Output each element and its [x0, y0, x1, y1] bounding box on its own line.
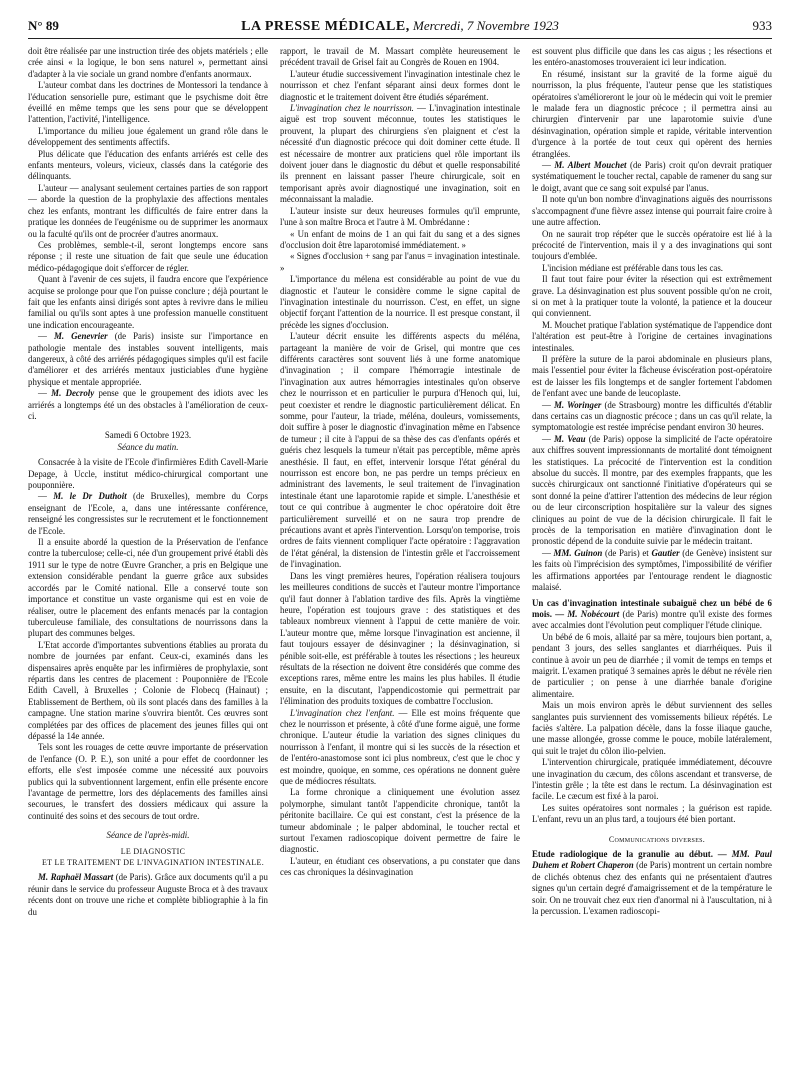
paragraph: — M. Veau (de Paris) oppose la simplicité de l'acte opératoire aux chiffres souvent impressionnants de mortalité dont témoignent les statistiques. La précocité de l'intervention est la condition absolue du succès. Il montre, par des exemples frappants, que les succès chirurgicaux ont sanctionné l'initiative d'opérateurs qui se sont donné la peine d'attirer l'attention des médecins de leur région ou de leur circonscription hospitalière sur la valeur des signes cliniques au point de vue de la décision chirurgicale. Il fait le procès de la temporisation en matière d'invagination dont le pronostic dépend de la conduite suivie par le médecin traitant.	[532, 433, 772, 547]
paragraph: L'auteur décrit ensuite les différents aspects du méléna, partageant la manière de voir de Grisel, qui montre que ces différents caractères sont souvent liés à une forme anatomique d'invagination ; il compare l'hémorragie intestinale de l'invagination aux autres hémorragies intestinales qu'on observe chez le nourrisson et en particulier le purpura d'Henoch qui, lui, peut coexister et rendre le diagnostic particulièrement délicat. En somme, pour l'auteur, la triade, méléna, douleurs, vomissements, doit suffire à poser le diagnostic d'invagination même en l'absence de tumeur ; il cite à l'appui de sa thèse des cas d'enfants opérés et guéris chez lesquels la tumeur n'était pas perceptible, même après anesthésie. Il faut, en effet, intervenir lorsque l'état général du nourrisson est encore bon, ne pas perdre un temps précieux en administrant des lavements, le seul traitement de l'invagination intestinale étant une laparotomie rapide et simple. L'anesthésie et tout ce qui contribue à augmenter le choc opératoire doit être particulièrement surveillé et on ne saura trop prendre de précautions avant et après l'intervention. Lorsqu'on temporise, trois ordres de faits viennent compliquer l'acte opératoire : l'aggravation de l'état général, la distension de l'intestin grêle et l'accroissement de l'invagination.	[280, 331, 520, 570]
paragraph: L'auteur étudie successivement l'invagination intestinale chez le nourrisson et chez l'enfant séparant ainsi deux formes dont le diagnostic et le traitement doivent être étudiés séparément.	[280, 68, 520, 102]
paragraph: Il note qu'un bon nombre d'invaginations aiguës des nourrissons s'accompagnent d'une fièvre assez intense qui pourrait faire croire à une autre affection.	[532, 194, 772, 228]
speaker-name: M. Albert Mouchet	[554, 160, 627, 171]
paragraph: L'auteur — analysant seulement certaines parties de son rapport — aborde la question de la prophylaxie des affections mentales chez les enfants, montrant les difficultés de faire entrer dans la pratique les données de l'eugénisme ou de supprimer les anormaux ou la faculté qu'ils ont de procréer d'autres anormaux.	[28, 182, 268, 239]
speaker-name: M. le Dr Duthoit	[53, 491, 127, 502]
paragraph-text: (de Paris). Grâce aux documents qu'il a pu réunir dans le service du professeur Auguste Broca et à des travaux récents dont on trouve une riche et complète bibliographie à la fin du	[28, 872, 268, 917]
paragraph: doit être réalisée par une instruction tirée des objets matériels ; elle crée ainsi « la logique, le bon sens naturel », permettant ainsi d'adapter à la vie sociale un grand nombre d'enfants anormaux.	[28, 46, 268, 79]
paragraph: — M. Woringer (de Strasbourg) montre les difficultés d'établir dans certains cas un diagnostic précoce ; dans un cas qu'il relate, la symptomatologie est restée imprécise pendant environ 30 heures.	[532, 399, 772, 433]
speaker-name: M. Veau	[554, 433, 586, 444]
paragraph-text: (de Paris) insiste sur l'importance en pathologie mentale des instables souvent intelligents, mais dangereux, à côté des arriérés pédagogiques simples qu'il est facile d'améliorer et des arriérés mentaux justiciables d'une hygiène physique et mentale appropriée.	[28, 331, 268, 387]
paragraph-text: pense que le groupement des idiots avec les arriérés a longtemps été un des obstacles à l'amélioration de ceux-ci.	[28, 388, 268, 421]
paragraph: — M. le Dr Duthoit (de Bruxelles), membre du Corps enseignant de l'Ecole, a, dans une intéressante conférence, renseigné les congressistes sur le recrutement et le fonctionnement de l'Ecole.	[28, 491, 268, 536]
section-date: Samedi 6 Octobre 1923.	[104, 430, 192, 441]
paragraph-text: (de Paris) oppose la simplicité de l'acte opératoire aux chiffres souvent impressionnants de mortalité dont témoignent les statistiques. La précocité de l'intervention est la condition absolue du succès. Il montre, par des exemples frappants, que les succès chirurgicaux ont sanctionné l'initiative d'opérateurs qui se sont donné la peine d'attirer l'attention des médecins de leur région ou de leur circonscription hospitalière sur la valeur des signes cliniques au point de vue de la décision chirurgicale. Il fait le procès de la temporisation en matière d'invagination dont le pronostic dépend de la conduite suivie par le médecin traitant.	[532, 433, 772, 547]
paragraph: On ne saurait trop répéter que le succès opératoire est lié à la précocité de l'intervention, mais il y a des invaginations qui sont toujours d'emblée.	[532, 228, 772, 262]
paragraph: L'importance du milieu joue également un grand rôle dans le développement des sentiments affectifs.	[28, 125, 268, 148]
paragraph-text: (de Paris) et	[602, 547, 652, 558]
article-columns	[28, 46, 772, 1076]
paragraph-text: (de Paris) montrent un certain nombre de clichés obtenus chez des enfants qui ne présentaient d'autres signes qu'un certain degré d'amaigrissement et de la température le soir. On ne trouvait chez eux rien d'anormal ni à l'auscultation, ni à la percussion. L'examen radioscopi-	[532, 860, 772, 917]
paragraph: L'importance du mélena est considérable au point de vue du diagnostic et l'auteur le considère comme le signe capital de l'invagination intestinale du nourrisson. C'est, en effet, un signe objectif forçant l'attention de la nourrice. Il est presque constant, il précède les signes d'occlusion.	[280, 274, 520, 330]
paragraph: Quant à l'avenir de ces sujets, il faudra encore que l'expérience acquise se prolonge pour que l'on puisse conclure ; déjà pourtant le fait que les enfants ainsi dirigés sont aptes à revivre dans le milieu familial ou qu'ils sont aptes à une profession manuelle constituent une indication encourageante.	[28, 274, 268, 330]
speaker-name: MM. Guinon	[553, 547, 603, 558]
speaker-name: M. Genevrier	[53, 331, 108, 342]
paragraph: L'auteur, en étudiant ces observations, a pu constater que dans ces cas chroniques la désinvagination	[280, 855, 520, 878]
paragraph-text: — Elle est moins fréquente que chez le nourrisson et présente, à côté d'une forme aiguë, une forme chronique. L'auteur étudie la variation des signes cliniques du nourrisson à l'enfant, il montre qui si les succès de la résection et de l'entéro-anastomose sont ici plus nombreux, c'est que le choc y est moindre, quoique, en somme, ces opérations ne donnent guère que de médiocres résultats.	[280, 707, 520, 786]
paragraph	[280, 103, 520, 206]
paragraph-text: (de Genève) insistent sur les faits où l'imprécision des symptômes, l'impossibilité de vérifier les affirmations apportées par l'entourage rendent le diagnostic malaisé.	[532, 547, 772, 593]
session-heading: Séance de l'après-midi.	[106, 830, 190, 841]
paragraph: L'Etat accorde d'importantes subventions établies au prorata du nombre de journées par enfant. Ceux-ci, examinés dans les dispensaires après enquête par les infirmières de prophylaxie, sont répartis dans les centres de placement : Pouponnière de l'Ecole Edith Cavell, à Bruxelles ; Colonie de Flobecq (Hainaut) ; Etablissement de Berthem, où ils sont placés dans des familles à la campagne. Une station marine s'ouvrira bientôt. Ces œuvres sont complétées par des offices de placement des jeunes filles qui ont dépassé la 14e année.	[28, 639, 268, 741]
paragraph: Mais un mois environ après le début surviennent des selles sanglantes puis surviennent des vomissements bilieux répétés. Le faciès s'altère. La palpation décèle, dans la fosse iliaque gauche, une masse allongée, grosse comme le pouce, mobile latéralement, qui suit le trajet du côlon ilio-pelvien.	[532, 700, 772, 756]
paragraph	[28, 872, 268, 918]
column-2	[280, 46, 520, 1076]
paragraph: L'intervention chirurgicale, pratiquée immédiatement, découvre une invagination du cæcum, des côlons ascendant et transverse, de l'intestin grêle ; la tête est dans le rectum. La désinvagination est facile. Le cæcum est fixé à la paroi.	[532, 757, 772, 802]
topic-subheading: ET LE TRAITEMENT DE L'INVAGINATION INTESTINALE.	[41, 858, 265, 868]
speaker-name: M. Woringer	[553, 399, 602, 410]
paragraph: Il préfère la suture de la paroi abdominale en plusieurs plans, mais l'essentiel pour éviter la fâcheuse éviscération post-opératoire est de laisser les fils longtemps et de sangler fortement l'abdomen de l'enfant avec une bande de leucoplaste.	[532, 353, 772, 399]
paragraph: En résumé, insistant sur la gravité de la forme aiguë du nourrisson, la plus fréquente, l'auteur pense que les statistiques opératoires s'amélioreront le jour où le médecin qui voit le premier le malade fera un diagnostic précoce ; il permettra ainsi au chirurgien d'intervenir par une laparotomie suivie d'une désinvagination, opération simple et rapide, véritable intervention d'urgence à la portée de tout ceux qui opèrent des hernies étranglées.	[532, 68, 772, 159]
speaker-name: M. Decroly	[51, 388, 95, 399]
paragraph: La forme chronique a cliniquement une évolution assez polymorphe, simulant tantôt l'appendicite chronique, tantôt la péritonite bacillaire. Ce qui est constant, c'est la présence de la tumeur abdominale ; le palper abdominal, le toucher rectal et surtout l'examen radioscopique doivent permettre de faire le diagnostic.	[280, 787, 520, 855]
speaker-name: M. Raphaël Massart	[38, 872, 114, 883]
speaker-name: — MM. Paul Duhem et Robert Chaperon	[532, 849, 772, 871]
page-number: N° 89	[28, 18, 59, 33]
paragraph	[532, 849, 772, 917]
section-heading: Communications diverses.	[608, 834, 706, 844]
paragraph-text: (de Strasbourg) montre les difficultés d'établir dans certains cas un diagnostic précoce ; dans un cas qu'il relate, la symptomatologie est restée imprécise pendant environ 30 heures.	[532, 399, 772, 433]
paragraph-text: (de Paris) montre qu'il existe des formes avec accalmies dont l'évolution peut compliquer l'étude clinique.	[532, 608, 772, 631]
paragraph: Il faut tout faire pour éviter la résection qui est extrêmement grave. La désinvagination est plus souvent possible qu'on ne croit, si on met à la pratiquer toute la volonté, la patience et la douceur qui conviennent.	[532, 274, 772, 319]
paragraph: Consacrée à la visite de l'Ecole d'infirmières Edith Cavell-Marie Depage, à Uccle, institut médico-chirurgical comportant une pouponnière.	[28, 457, 268, 491]
paragraph: Ces problèmes, semble-t-il, seront longtemps encore sans réponse ; il reste une situation de fait que seule une éducation médico-pédagogique doit s'efforcer de régler.	[28, 239, 268, 273]
folio: 933	[752, 18, 772, 33]
paragraph: L'auteur combat dans les doctrines de Montessori la tendance à l'éducation sensorielle pure, estimant que le psychisme doit être éveillé en même temps que les sens pour que se développent l'attention, l'activité, l'intelligence.	[28, 80, 268, 125]
journal-name: LA PRESSE MÉDICALE,	[241, 19, 410, 34]
paragraph: M. Mouchet pratique l'ablation systématique de l'appendice dont l'altération est peut-être à l'origine de certaines invaginations intestinales.	[532, 319, 772, 353]
communication-title: Etude radiologique de la granulie au début.	[532, 849, 713, 860]
paragraph: L'incision médiane est préférable dans tous les cas.	[542, 262, 724, 273]
running-title	[28, 18, 772, 35]
subsection-title: L'invagination chez l'enfant.	[290, 707, 395, 718]
paragraph	[532, 598, 772, 632]
speaker-name: Gautier	[651, 547, 680, 558]
paragraph: L'auteur insiste sur deux heureuses formules qu'il emprunte, l'une à son maître Broca et l'autre à M. Ombrédanne :	[280, 205, 520, 228]
issue-date: Mercredi, 7 Novembre 1923	[412, 18, 559, 33]
communication-title: Un cas d'invagination intestinale subaiguë chez un bébé de 6 mois.	[532, 597, 772, 619]
paragraph: Les suites opératoires sont normales ; la guérison est rapide. L'enfant, revu un an plus tard, a toujours été bien portant.	[532, 802, 772, 825]
column-3	[532, 46, 772, 1076]
quote: « Un enfant de moins de 1 an qui fait du sang et a des signes d'occlusion doit être laparotomisé immédiatement. »	[280, 228, 520, 250]
paragraph: — M. Albert Mouchet (de Paris) croit qu'on devrait pratiquer systématiquement le toucher rectal, capable de ramener du sang sur le doigt, avant que ce sang soit expulsé par l'anus.	[532, 160, 772, 193]
paragraph: Dans les vingt premières heures, l'opération réalisera toujours les meilleures conditions de succès et l'auteur montre l'importance qu'il faut donner à l'ablation tardive des fils. Après la vingtième heure, l'opération est toujours grave : des statistiques et des tableaux nombreux viennent à l'appui de cette manière de voir. L'auteur montre que, même lorsque l'invagination est ancienne, il faut toujours essayer de désinvaginer ; la désinvagination, si pénible soit-elle, est préférable à toutes les résections ; les heureux résultats de la résection ne doivent être considérés que comme des exceptions rares, même entre les mains les plus habiles. Il étudie ensuite, en la discutant, l'appendicostomie qui permettrait par l'élimination des produits toxiques de combattre l'occlusion.	[280, 570, 520, 707]
subsection-title: L'invagination chez le nourrisson.	[290, 103, 414, 114]
session-heading: Séance du matin.	[117, 441, 179, 452]
paragraph: — MM. Guinon (de Paris) et Gautier (de Genève) insistent sur les faits où l'imprécision des symptômes, l'impossibilité de vérifier les affirmations apportées par l'entourage rendent le diagnostic malaisé.	[532, 547, 772, 593]
paragraph: est souvent plus difficile que dans les cas aigus ; les résections et les entéro-anastomoses trouveraient ici leur indication.	[532, 46, 772, 68]
paragraph: Tels sont les rouages de cette œuvre importante de préservation de l'enfance (O. P. E.), son unité a pour effet de coordonner les efforts, elle s'est imposée comme une nécessité aux pouvoirs publics qui la subventionnent largement, enfin elle présente encore l'avantage de permettre, lors des déplacements des familles ainsi secourues, le transfert des dossiers médicaux qui assure la continuité des soins et des secours de tout ordre.	[28, 742, 268, 821]
paragraph-text: (de Paris) croit qu'on devrait pratiquer systématiquement le toucher rectal, capable de ramener du sang sur le doigt, avant que ce sang soit expulsé par l'anus.	[532, 160, 772, 193]
column-1	[28, 46, 268, 1076]
paragraph: Un bébé de 6 mois, allaité par sa mère, toujours bien portant, a, pendant 3 jours, des selles sanglantes et diarrhéiques. Puis il continue à avoir un peu de diarrhée ; il vomit de temps en temps et maigrit. L'examen pratiqué 3 semaines après le début ne révèle rien de particulier ; on pense à une diarrhée banale d'origine alimentaire.	[532, 631, 772, 699]
page-header	[28, 16, 772, 39]
paragraph-text: (de Bruxelles), membre du Corps enseignant de l'Ecole, a, dans une intéressante conférence, renseigné les congressistes sur le recrutement et le fonctionnement de l'Ecole.	[28, 491, 268, 536]
paragraph: — M. Genevrier (de Paris) insiste sur l'importance en pathologie mentale des instables souvent intelligents, mais dangereux, à côté des arriérés pédagogiques simples qu'il est facile d'améliorer et des arriérés mentaux justiciables d'une hygiène physique et mentale appropriée.	[28, 331, 268, 387]
paragraph: rapport, le travail de M. Massart complète heureusement le précédent travail de Grisel fait au Congrès de Rouen en 1904.	[280, 46, 520, 68]
paragraph-text: — L'invagination intestinale aiguë est trop souvent méconnue, toutes les statistiques le prouvent, la plupart des chirurgiens s'en plaignent et c'est la nécessité d'un diagnostic précoce qui doit dominer cette étude. Il est nécessaire de montrer aux praticiens quel rôle important ils doivent jouer dans le diagnostic du début et quelle responsabilité ils prennent en laissant passer l'heure chirurgicale, soit en temporisant après avoir diagnostiqué une invagination, soit en méconnaissant la maladie.	[280, 103, 520, 205]
quote: « Signes d'occlusion + sang par l'anus = invagination intestinale. »	[280, 251, 520, 273]
paragraph: Plus délicate que l'éducation des enfants arriérés est celle des enfants menteurs, voleurs, vicieux, classés dans la catégorie des délinquants.	[28, 148, 268, 182]
paragraph: — M. Decroly pense que le groupement des idiots avec les arriérés a longtemps été un des obstacles à l'amélioration de ceux-ci.	[28, 388, 268, 421]
speaker-name: — M. Nobécourt	[551, 608, 620, 619]
topic-heading: LE DIAGNOSTIC	[120, 846, 186, 856]
paragraph	[280, 708, 520, 788]
paragraph: Il a ensuite abordé la question de la Préservation de l'enfance contre la tuberculose; celle-ci, née d'un groupement privé établi dès 1911 sur le type de notre Œuvre Grancher, a pris en Belgique une extension considérable pendant la guerre grâce aux subsides accordés par le Comité national. Elle a conservé toute son importance et constitue un vaste organisme qui est en voie de réaliser, outre le placement des enfants menacés par la contagion tuberculeuse familiale, des consultations de nourrissons dans la plupart des communes belges.	[28, 537, 268, 639]
